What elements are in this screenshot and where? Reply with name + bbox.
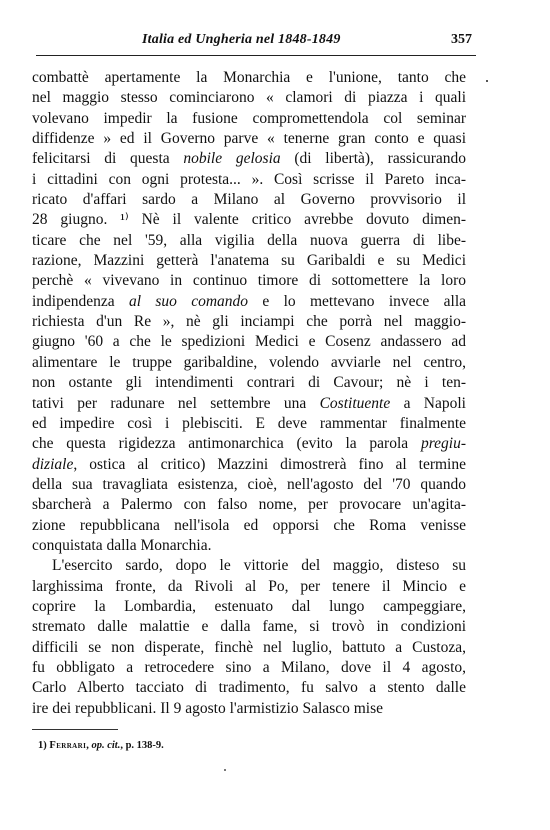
running-header (36, 32, 476, 52)
text-line: felicitarsi di questa nobile gelosia (di libertà), rassicurando (32, 150, 466, 168)
running-title: Italia ed Ungheria nel 1848-1849 (142, 32, 341, 47)
text-line: 28 giugno. ¹⁾ Nè il valente critico avrebbe dovuto dimen- (32, 211, 466, 229)
text-line: L'esercito sardo, dopo le vittorie del maggio, disteso su (52, 557, 466, 575)
header-rule (36, 55, 476, 56)
text-line: i cittadini con ogni protesta... ». Così scrisse il Pareto inca- (32, 170, 466, 188)
text-line: sbarcherà a Palermo con falso nome, per provocare un'agita- (32, 496, 466, 514)
text-line: della sua travagliata esistenza, cioè, nell'agosto del '70 quando (32, 475, 466, 493)
text-line: ticare che nel '59, alla vigilia della nuova guerra di libe- (32, 231, 466, 249)
text-line: razione, Mazzini getterà l'anatema su Garibaldi e su Medici (32, 252, 466, 270)
text-line: Carlo Alberto tacciato di tradimento, fu salvo a stento dalle (32, 679, 466, 697)
text-line: nel maggio stesso cominciarono « clamori di piazza i quali (32, 89, 466, 107)
text-line: ricato d'affari sardo a Milano al Governo provvisorio il (32, 191, 466, 209)
text-line: richiesta d'un Re », nè gli inciampi che porrà nel maggio- (32, 313, 466, 331)
footnote: 1) Ferrari, op. cit., p. 138-9. (38, 740, 164, 751)
page-number: 357 (451, 32, 472, 47)
text-line: larghissima fronte, da Rivoli al Po, per tenere il Mincio e (32, 577, 466, 595)
footnote-marker: 1) (38, 740, 47, 751)
text-line: non ostante gli intendimenti contrari di Cavour; nè i ten- (32, 374, 466, 392)
text-line: perchè « vivevano in continuo timore di sottomettere la loro (32, 272, 466, 290)
text-line: indipendenza al suo comando e lo mettevano invece alla (32, 292, 466, 310)
footnote-rule (32, 729, 118, 730)
text-line: diffidenze » ed il Governo parve « tenerne gran conto e quasi (32, 130, 466, 148)
text-line: diziale, ostica al critico) Mazzini dimostrerà fino al termine (32, 455, 466, 473)
text-line: stremato dalle malattie e dalla fame, si trovò in condizioni (32, 618, 466, 636)
text-line: che questa rigidezza antimonarchica (evito la parola pregiu- (32, 435, 466, 453)
text-line: ire dei repubblicani. Il 9 agosto l'armistizio Salasco mise (32, 699, 384, 717)
text-line: alimentare le truppe garibaldine, volendo avviarle nel centro, (32, 353, 466, 371)
footnote-pages: , p. 138-9. (120, 740, 164, 751)
text-line: combattè apertamente la Monarchia e l'unione, tanto che (32, 69, 466, 86)
text-line: difficili se non disperate, finchè nel luglio, battuto a Custoza, (32, 638, 466, 656)
text-line: coprire la Lombardia, estenuato dal lungo campeggiare, (32, 597, 466, 615)
text-line: fu obbligato a retrocedere sino a Milano, dove il 4 agosto, (32, 658, 466, 676)
text-line: giugno '60 a che le spedizioni Medici e Cosenz andassero ad (32, 333, 466, 351)
footnote-author: Ferrari (49, 740, 87, 751)
text-line: tativi per radunare nel settembre una Costituente a Napoli (32, 394, 466, 412)
body-text (32, 68, 466, 719)
text-line: zione repubblicana nell'isola ed opporsi che Roma venisse (32, 516, 466, 534)
footnote-ref: op. cit. (91, 740, 121, 751)
text-line: volevano impedir la fusione compromettendola col seminar (32, 109, 466, 127)
text-line: ed impedire così i plebisciti. E deve rammentar finalmente (32, 414, 466, 432)
margin-mark (486, 80, 488, 82)
text-line: conquistata dalla Monarchia. (32, 536, 212, 554)
stray-mark (224, 769, 226, 771)
